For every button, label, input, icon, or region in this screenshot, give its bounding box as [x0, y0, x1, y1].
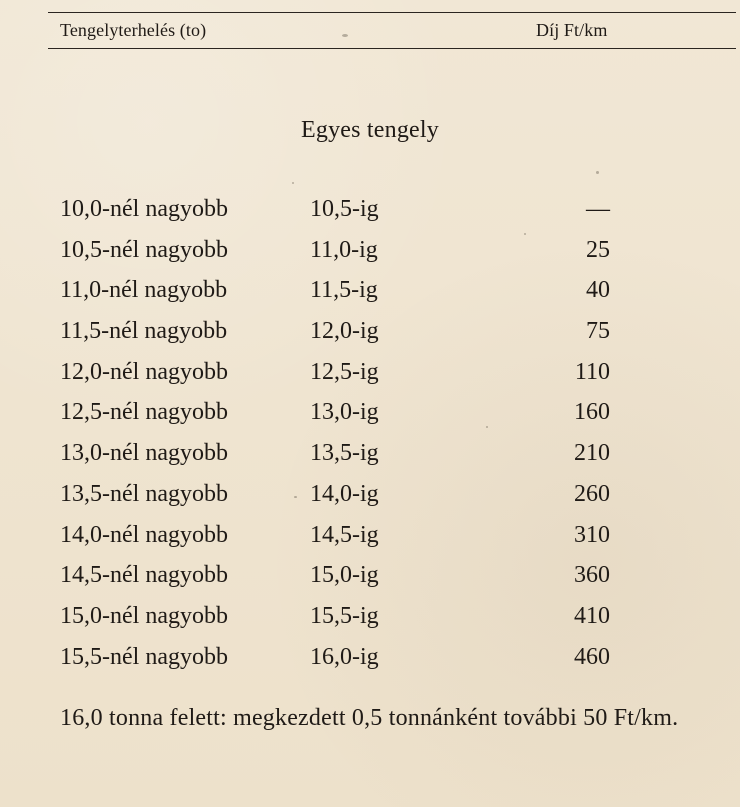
row-upper-limit: 14,0-ig [310, 480, 379, 507]
table-row [0, 562, 740, 603]
paper-speck [342, 34, 348, 37]
row-lower-limit: 11,5-nél nagyobb [60, 318, 228, 345]
table-row [0, 359, 740, 400]
row-upper-limit: 14,5-ig [310, 521, 379, 548]
row-lower-limit: 11,0-nél nagyobb [60, 277, 228, 304]
paper-speck [596, 171, 599, 174]
table-row [0, 277, 740, 318]
footnote-text: 16,0 tonna felett: megkezdett 0,5 tonnánként további 50 Ft/km. [60, 705, 679, 731]
row-fee: 25 [586, 236, 610, 263]
row-lower-limit: 10,5-nél nagyobb [60, 236, 228, 263]
fee-table [0, 196, 740, 684]
row-upper-limit: 16,0-ig [310, 643, 379, 670]
top-rule [48, 12, 736, 13]
table-row [0, 440, 740, 481]
row-lower-limit: 14,0-nél nagyobb [60, 521, 228, 548]
row-lower-limit: 13,0-nél nagyobb [60, 440, 228, 467]
table-row [0, 196, 740, 237]
header-underline-rule [48, 48, 736, 49]
row-lower-limit: 12,0-nél nagyobb [60, 358, 228, 385]
paper-speck [524, 233, 526, 235]
row-lower-limit: 14,5-nél nagyobb [60, 562, 228, 589]
section-title: Egyes tengely [301, 117, 439, 143]
row-fee: 260 [574, 480, 610, 507]
paper-speck [486, 426, 488, 428]
row-upper-limit: 12,0-ig [310, 318, 379, 345]
paper-speck [294, 496, 297, 498]
row-lower-limit: 13,5-nél nagyobb [60, 480, 228, 507]
row-upper-limit: 15,5-ig [310, 602, 379, 629]
table-row [0, 481, 740, 522]
table-row [0, 603, 740, 644]
row-fee: — [586, 196, 610, 222]
row-fee: 160 [574, 399, 610, 426]
row-upper-limit: 10,5-ig [310, 196, 379, 222]
row-fee: 40 [586, 277, 610, 304]
row-upper-limit: 11,5-ig [310, 277, 378, 304]
paper-speck [292, 182, 294, 184]
row-lower-limit: 10,0-nél nagyobb [60, 196, 228, 222]
row-upper-limit: 13,5-ig [310, 440, 379, 467]
table-row [0, 644, 740, 685]
header-axle-load-label: Tengelyterhelés (to) [60, 20, 207, 40]
row-fee: 210 [574, 440, 610, 467]
row-lower-limit: 15,5-nél nagyobb [60, 643, 228, 670]
row-fee: 360 [574, 562, 610, 589]
row-lower-limit: 12,5-nél nagyobb [60, 399, 228, 426]
row-lower-limit: 15,0-nél nagyobb [60, 602, 228, 629]
row-fee: 310 [574, 521, 610, 548]
table-row [0, 318, 740, 359]
header-fee-label: Díj Ft/km [536, 20, 608, 40]
table-row [0, 399, 740, 440]
row-upper-limit: 11,0-ig [310, 236, 378, 263]
table-row [0, 522, 740, 563]
row-fee: 410 [574, 602, 610, 629]
row-fee: 75 [586, 318, 610, 345]
table-row [0, 237, 740, 278]
row-upper-limit: 15,0-ig [310, 562, 379, 589]
row-upper-limit: 13,0-ig [310, 399, 379, 426]
row-upper-limit: 12,5-ig [310, 358, 379, 385]
row-fee: 110 [574, 358, 610, 385]
row-fee: 460 [574, 643, 610, 670]
